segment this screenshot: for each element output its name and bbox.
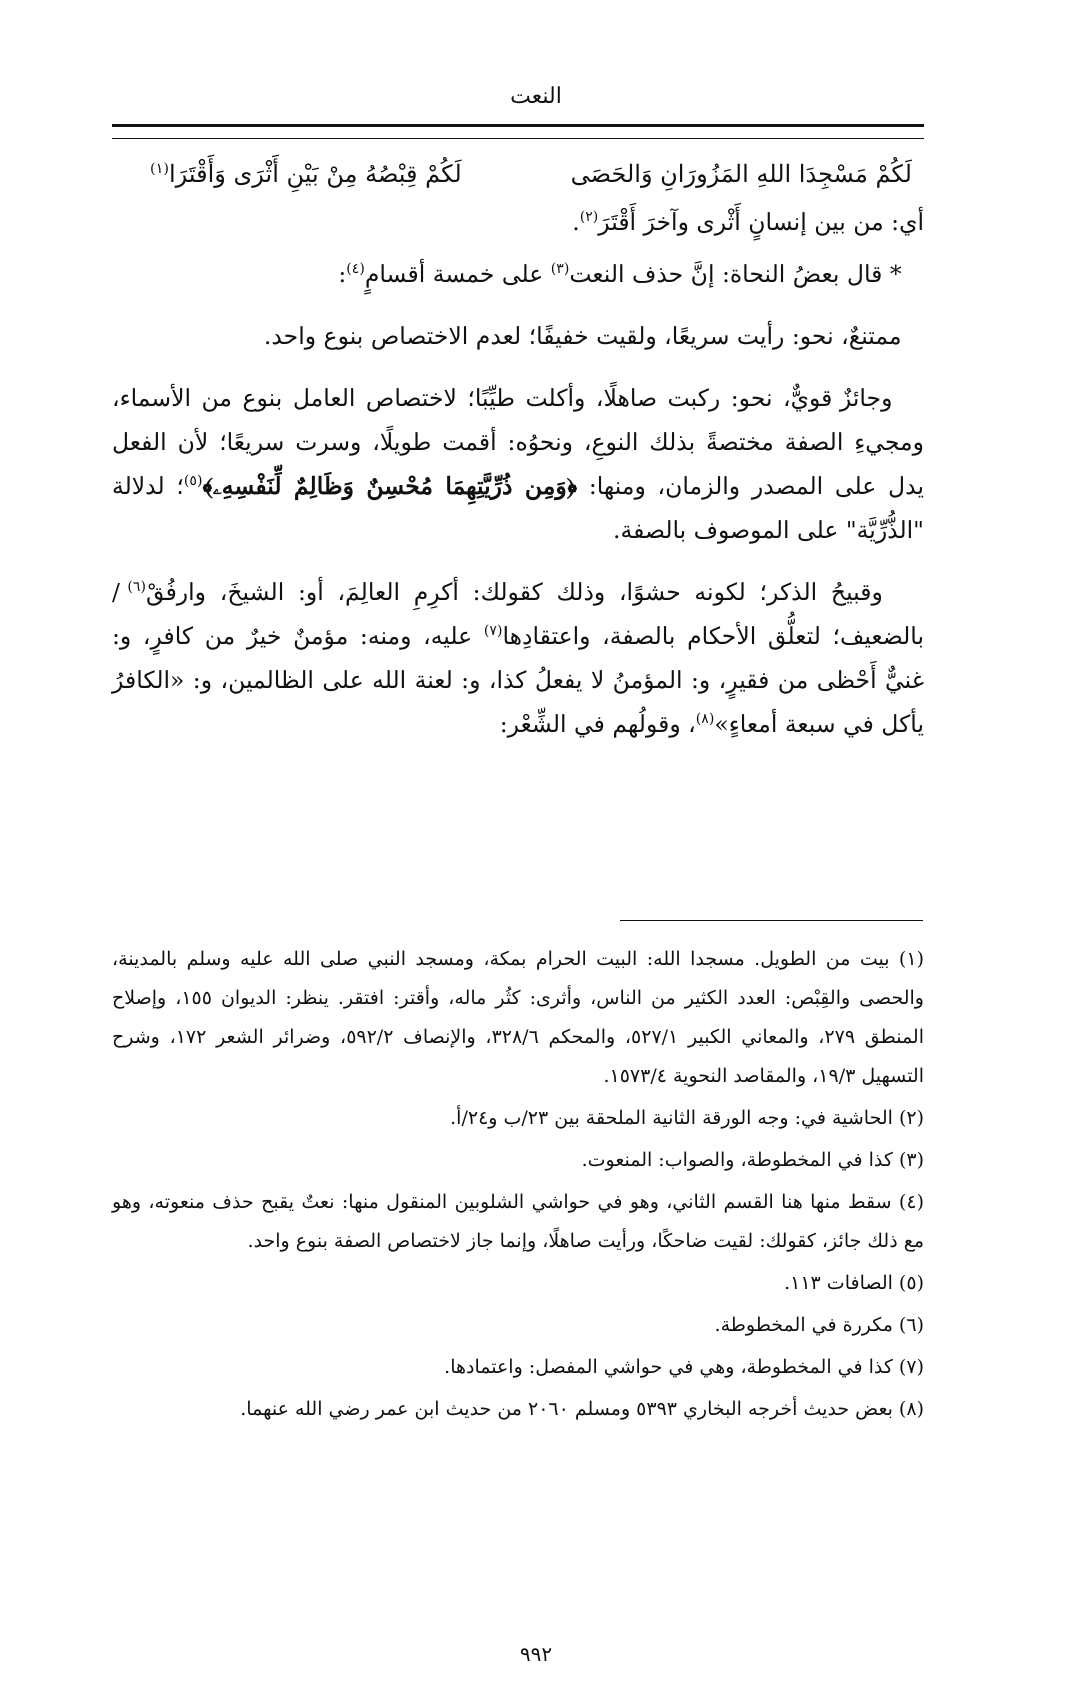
footnote-marker: (٧) [483, 623, 503, 640]
footnote-marker: (٦) [127, 579, 146, 596]
running-header: النعت [510, 84, 562, 109]
footnote-1: (١) بيت من الطويل. مسجدا الله: البيت الحرام بمكة، ومسجد النبي صلى الله عليه وسلم بالمدينة، والحصى والقِبْص: العدد الكثير من الناس، وأثرى: كثُر ماله، وأقتر: افتقر. ينظر: الديوان ١٥٥، وإصلاح المنطق ٢٧٩، والمعاني الكبير ٥٢٧/١، والمحكم ٣٢٨/٦، والإنصاف ٥٩٢/٢، وضرائر الشعر ١٧٢، وشرح التسهيل ١٩/٣، والمقاصد النحوية ١٥٧٣/٤. [112, 948, 924, 1087]
footnote-8: (٨) بعض حديث أخرجه البخاري ٥٣٩٣ ومسلم ٢٠٦٠ من حديث ابن عمر رضي الله عنهما. [240, 1398, 924, 1420]
footnote-marker: (٣) [550, 261, 570, 278]
paragraph-permissible: وجائزٌ قويٌّ، نحو: ركبت صاهلًا، وأكلت طيِّبًا؛ لاختصاص العامل بنوع من الأسماء، ومجيءِ الصفة مختصةً بذلك النوعِ، ونحوُه: أقمت طويلًا، وسرت سريعًا؛ لأن الفعل يدل على المصدر والزمان، ومنها: ﴿وَمِن ذُرِّيَّتِهِمَا مُحْسِنٌ وَظَالِمٌ لِّنَفْسِهِۦ﴾$^{(٥)}$؛ لدلالة "الذُّرِّيَّة" على الموصوف بالصفة. [112, 384, 924, 544]
footnote-6: (٦) مكررة في المخطوطة. [714, 1314, 924, 1336]
quran-quote: ﴿وَمِن ذُرِّيَّتِهِمَا مُحْسِنٌ وَظَالِمٌ لِّنَفْسِهِۦ﴾ [202, 472, 578, 500]
footnote-marker: (٤) [346, 261, 365, 278]
paragraph-intro: * قال بعضُ النحاة: إنَّ حذف النعت$^{(٣)}$ على خمسة أقسامٍ$^{(٤)}$: [338, 260, 902, 288]
main-text [112, 200, 924, 764]
header-rule-thin [112, 138, 924, 139]
page-number: ٩٩٢ [519, 1642, 553, 1666]
paragraph-ugly: وقبيحُ الذكر؛ لكونه حشوًا، وذلك كقولك: أكرِمِ العالِمَ، أو: الشيخَ، وارفُقْ$^{(٦)}$ / بالضعيف؛ لتعلُّق الأحكام بالصفة، واعتقادِها$^{(٧)}$ عليه، ومنه: مؤمنٌ خيرٌ من كافرٍ، و: غنيٌّ أَحْظى من فقيرٍ، و: المؤمنُ لا يفعلُ كذا، و: لعنة الله على الظالمين، و: «الكافرُ يأكل في سبعة أمعاءٍ»$^{(٨)}$، وقولُهم في الشِّعْر: [112, 578, 924, 738]
footnotes [112, 940, 924, 1432]
footnote-marker: (٢) [579, 209, 599, 226]
footnote-3: (٣) كذا في المخطوطة، والصواب: المنعوت. [581, 1149, 924, 1171]
poetry-verse [112, 160, 924, 200]
header-rule-thick [112, 124, 924, 127]
footnote-marker: (٨) [695, 711, 715, 728]
verse-first-hemistich: لَكُمْ مَسْجِدَا اللهِ المَزُورَانِ وَالحَصَى [570, 160, 912, 188]
footnote-4: (٤) سقط منها هنا القسم الثاني، وهو في حواشي الشلوبين المنقول منها: نعتٌ يقبح حذف منعوته، وهو مع ذلك جائز، كقولك: لقيت ضاحكًا، ورأيت صاهلًا، وإنما جاز لاختصاص الصفة بنوع واحد. [112, 1191, 924, 1252]
footnote-marker: (١) [150, 161, 169, 177]
paragraph-explanation: أي: من بين إنسانٍ أَثْرى وآخرَ أَقْتَرَ$^{(٢)}$. [572, 208, 924, 236]
footnote-5: (٥) الصافات ١١٣. [784, 1272, 924, 1294]
verse-second-text: لَكُمْ قِبْصُهُ مِنْ بَيْنِ أَثْرَى وَأَقْتَرَا [168, 160, 462, 188]
footnote-marker: (٥) [183, 473, 203, 490]
footnote-2: (٢) الحاشية في: وجه الورقة الثانية الملحقة بين ٢٣/ب و٢٤/أ. [450, 1107, 924, 1129]
footnote-7: (٧) كذا في المخطوطة، وهي في حواشي المفصل: واعتمادها. [444, 1356, 924, 1378]
footnote-separator [620, 920, 923, 921]
paragraph-forbidden: ممتنعٌ، نحو: رأيت سريعًا، ولقيت خفيفًا؛ لعدم الاختصاص بنوع واحد. [263, 322, 902, 350]
verse-second-hemistich [150, 160, 462, 188]
